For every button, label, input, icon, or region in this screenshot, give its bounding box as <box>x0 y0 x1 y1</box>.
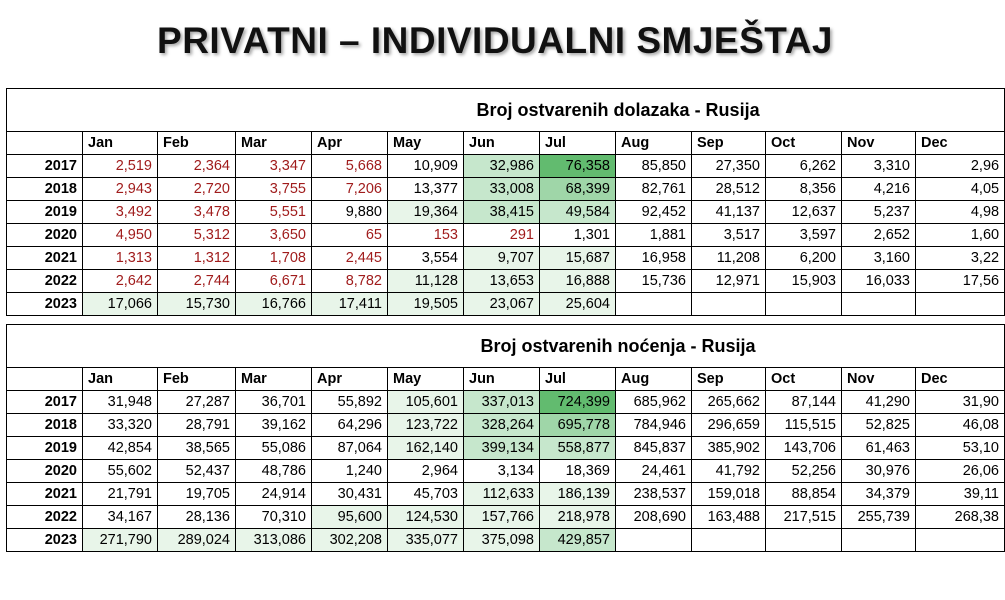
value-cell: 24,461 <box>616 460 692 483</box>
value-cell: 429,857 <box>540 529 616 552</box>
value-cell: 6,200 <box>766 247 842 270</box>
month-header-nov: Nov <box>842 132 916 155</box>
value-cell: 28,136 <box>158 506 236 529</box>
value-cell: 25,604 <box>540 293 616 316</box>
year-cell: 2020 <box>7 460 83 483</box>
month-header-aug: Aug <box>616 368 692 391</box>
value-cell: 208,690 <box>616 506 692 529</box>
year-cell: 2022 <box>7 270 83 293</box>
value-cell: 87,144 <box>766 391 842 414</box>
value-cell: 335,077 <box>388 529 464 552</box>
value-cell: 5,237 <box>842 201 916 224</box>
value-cell: 3,160 <box>842 247 916 270</box>
month-header-apr: Apr <box>312 132 388 155</box>
value-cell: 685,962 <box>616 391 692 414</box>
value-cell <box>692 293 766 316</box>
arrivals-month-header <box>7 132 1005 155</box>
value-cell <box>766 529 842 552</box>
value-cell: 38,415 <box>464 201 540 224</box>
year-cell: 2023 <box>7 293 83 316</box>
month-header-sep: Sep <box>692 132 766 155</box>
value-cell: 143,706 <box>766 437 842 460</box>
value-cell: 39,162 <box>236 414 312 437</box>
value-cell: 27,350 <box>692 155 766 178</box>
value-cell: 87,064 <box>312 437 388 460</box>
corner-cell <box>7 132 83 155</box>
table-row <box>7 391 1005 414</box>
value-cell: 55,086 <box>236 437 312 460</box>
value-cell: 291 <box>464 224 540 247</box>
arrivals-table-body <box>7 155 1005 316</box>
value-cell: 38,565 <box>158 437 236 460</box>
value-cell: 6,671 <box>236 270 312 293</box>
value-cell: 1,301 <box>540 224 616 247</box>
value-cell: 5,551 <box>236 201 312 224</box>
value-cell: 10,909 <box>388 155 464 178</box>
table-row <box>7 437 1005 460</box>
value-cell: 124,530 <box>388 506 464 529</box>
value-cell: 1,881 <box>616 224 692 247</box>
value-cell: 153 <box>388 224 464 247</box>
value-cell: 3,478 <box>158 201 236 224</box>
value-cell: 41,137 <box>692 201 766 224</box>
month-header-feb: Feb <box>158 368 236 391</box>
table-row <box>7 224 1005 247</box>
value-cell: 9,707 <box>464 247 540 270</box>
month-header-jun: Jun <box>464 132 540 155</box>
month-header-sep: Sep <box>692 368 766 391</box>
month-header-dec: Dec <box>916 132 1005 155</box>
value-cell: 16,766 <box>236 293 312 316</box>
value-cell: 302,208 <box>312 529 388 552</box>
arrivals-table-wrapper <box>6 88 1000 316</box>
value-cell: 48,786 <box>236 460 312 483</box>
value-cell: 2,445 <box>312 247 388 270</box>
value-cell: 7,206 <box>312 178 388 201</box>
table-row <box>7 178 1005 201</box>
month-header-may: May <box>388 132 464 155</box>
month-header-oct: Oct <box>766 132 842 155</box>
value-cell: 3,492 <box>83 201 158 224</box>
value-cell: 16,033 <box>842 270 916 293</box>
value-cell: 3,517 <box>692 224 766 247</box>
value-cell: 52,437 <box>158 460 236 483</box>
value-cell: 186,139 <box>540 483 616 506</box>
year-cell: 2018 <box>7 414 83 437</box>
value-cell: 61,463 <box>842 437 916 460</box>
value-cell: 238,537 <box>616 483 692 506</box>
nights-table-title: Broj ostvarenih noćenja - Rusija <box>7 325 1005 368</box>
value-cell: 217,515 <box>766 506 842 529</box>
value-cell: 3,650 <box>236 224 312 247</box>
value-cell: 4,950 <box>83 224 158 247</box>
value-cell: 5,668 <box>312 155 388 178</box>
value-cell: 24,914 <box>236 483 312 506</box>
value-cell: 399,134 <box>464 437 540 460</box>
month-header-jan: Jan <box>83 132 158 155</box>
value-cell: 52,256 <box>766 460 842 483</box>
value-cell: 6,262 <box>766 155 842 178</box>
arrivals-table-title: Broj ostvarenih dolazaka - Rusija <box>7 89 1005 132</box>
value-cell <box>616 293 692 316</box>
corner-cell <box>7 368 83 391</box>
month-header-feb: Feb <box>158 132 236 155</box>
value-cell: 695,778 <box>540 414 616 437</box>
month-header-aug: Aug <box>616 132 692 155</box>
value-cell: 64,296 <box>312 414 388 437</box>
value-cell: 115,515 <box>766 414 842 437</box>
value-cell: 2,364 <box>158 155 236 178</box>
table-row <box>7 460 1005 483</box>
value-cell: 15,687 <box>540 247 616 270</box>
month-header-jul: Jul <box>540 368 616 391</box>
month-header-mar: Mar <box>236 132 312 155</box>
year-cell: 2021 <box>7 247 83 270</box>
value-cell: 159,018 <box>692 483 766 506</box>
value-cell: 21,791 <box>83 483 158 506</box>
value-cell: 2,519 <box>83 155 158 178</box>
value-cell: 34,167 <box>83 506 158 529</box>
value-cell: 157,766 <box>464 506 540 529</box>
year-cell: 2019 <box>7 201 83 224</box>
value-cell: 105,601 <box>388 391 464 414</box>
value-cell: 65 <box>312 224 388 247</box>
value-cell: 52,825 <box>842 414 916 437</box>
value-cell: 2,642 <box>83 270 158 293</box>
value-cell: 15,903 <box>766 270 842 293</box>
value-cell <box>842 529 916 552</box>
table-row <box>7 483 1005 506</box>
month-header-jun: Jun <box>464 368 540 391</box>
value-cell: 4,05 <box>916 178 1005 201</box>
value-cell: 15,730 <box>158 293 236 316</box>
value-cell: 46,08 <box>916 414 1005 437</box>
value-cell: 41,792 <box>692 460 766 483</box>
value-cell: 385,902 <box>692 437 766 460</box>
value-cell: 162,140 <box>388 437 464 460</box>
value-cell <box>842 293 916 316</box>
value-cell: 845,837 <box>616 437 692 460</box>
value-cell: 268,38 <box>916 506 1005 529</box>
month-header-apr: Apr <box>312 368 388 391</box>
value-cell: 289,024 <box>158 529 236 552</box>
value-cell: 95,600 <box>312 506 388 529</box>
value-cell: 724,399 <box>540 391 616 414</box>
value-cell: 2,96 <box>916 155 1005 178</box>
value-cell: 2,652 <box>842 224 916 247</box>
table-row <box>7 247 1005 270</box>
value-cell: 32,986 <box>464 155 540 178</box>
month-header-oct: Oct <box>766 368 842 391</box>
year-cell: 2021 <box>7 483 83 506</box>
value-cell: 45,703 <box>388 483 464 506</box>
value-cell: 1,240 <box>312 460 388 483</box>
value-cell: 42,854 <box>83 437 158 460</box>
value-cell: 11,208 <box>692 247 766 270</box>
year-cell: 2023 <box>7 529 83 552</box>
value-cell: 255,739 <box>842 506 916 529</box>
month-header-jan: Jan <box>83 368 158 391</box>
value-cell: 3,347 <box>236 155 312 178</box>
value-cell: 30,976 <box>842 460 916 483</box>
value-cell: 34,379 <box>842 483 916 506</box>
value-cell: 11,128 <box>388 270 464 293</box>
nights-table-wrapper <box>6 324 999 552</box>
value-cell: 3,310 <box>842 155 916 178</box>
table-row <box>7 270 1005 293</box>
table-row <box>7 155 1005 178</box>
value-cell: 30,431 <box>312 483 388 506</box>
value-cell: 16,958 <box>616 247 692 270</box>
value-cell: 3,22 <box>916 247 1005 270</box>
value-cell <box>766 293 842 316</box>
value-cell: 92,452 <box>616 201 692 224</box>
nights-table-body <box>7 391 1005 552</box>
page-title: PRIVATNI – INDIVIDUALNI SMJEŠTAJ <box>157 20 833 61</box>
value-cell: 28,512 <box>692 178 766 201</box>
value-cell: 39,11 <box>916 483 1005 506</box>
value-cell: 49,584 <box>540 201 616 224</box>
value-cell: 1,313 <box>83 247 158 270</box>
value-cell: 784,946 <box>616 414 692 437</box>
value-cell: 3,134 <box>464 460 540 483</box>
value-cell: 123,722 <box>388 414 464 437</box>
value-cell: 27,287 <box>158 391 236 414</box>
table-row <box>7 506 1005 529</box>
value-cell: 3,554 <box>388 247 464 270</box>
value-cell: 12,971 <box>692 270 766 293</box>
value-cell: 163,488 <box>692 506 766 529</box>
arrivals-table <box>6 88 1005 316</box>
value-cell: 1,60 <box>916 224 1005 247</box>
value-cell: 1,312 <box>158 247 236 270</box>
value-cell: 296,659 <box>692 414 766 437</box>
value-cell: 33,008 <box>464 178 540 201</box>
value-cell: 31,948 <box>83 391 158 414</box>
value-cell: 19,364 <box>388 201 464 224</box>
value-cell: 13,377 <box>388 178 464 201</box>
value-cell: 558,877 <box>540 437 616 460</box>
value-cell: 8,782 <box>312 270 388 293</box>
value-cell: 271,790 <box>83 529 158 552</box>
value-cell: 16,888 <box>540 270 616 293</box>
value-cell: 265,662 <box>692 391 766 414</box>
value-cell <box>916 293 1005 316</box>
month-header-may: May <box>388 368 464 391</box>
value-cell: 28,791 <box>158 414 236 437</box>
value-cell: 3,755 <box>236 178 312 201</box>
value-cell: 36,701 <box>236 391 312 414</box>
month-header-jul: Jul <box>540 132 616 155</box>
table-row <box>7 201 1005 224</box>
value-cell: 5,312 <box>158 224 236 247</box>
value-cell: 19,505 <box>388 293 464 316</box>
value-cell: 26,06 <box>916 460 1005 483</box>
value-cell: 15,736 <box>616 270 692 293</box>
value-cell: 8,356 <box>766 178 842 201</box>
value-cell: 2,720 <box>158 178 236 201</box>
value-cell: 4,216 <box>842 178 916 201</box>
year-cell: 2019 <box>7 437 83 460</box>
value-cell: 9,880 <box>312 201 388 224</box>
value-cell <box>616 529 692 552</box>
value-cell: 17,066 <box>83 293 158 316</box>
value-cell: 218,978 <box>540 506 616 529</box>
value-cell <box>916 529 1005 552</box>
value-cell: 85,850 <box>616 155 692 178</box>
value-cell: 55,892 <box>312 391 388 414</box>
table-row <box>7 293 1005 316</box>
year-cell: 2018 <box>7 178 83 201</box>
value-cell: 33,320 <box>83 414 158 437</box>
value-cell: 328,264 <box>464 414 540 437</box>
value-cell: 82,761 <box>616 178 692 201</box>
value-cell: 41,290 <box>842 391 916 414</box>
year-cell: 2020 <box>7 224 83 247</box>
table-row <box>7 529 1005 552</box>
value-cell: 68,399 <box>540 178 616 201</box>
table-row <box>7 414 1005 437</box>
month-header-nov: Nov <box>842 368 916 391</box>
value-cell: 70,310 <box>236 506 312 529</box>
nights-month-header <box>7 368 1005 391</box>
month-header-dec: Dec <box>916 368 1005 391</box>
value-cell: 18,369 <box>540 460 616 483</box>
value-cell: 19,705 <box>158 483 236 506</box>
value-cell: 13,653 <box>464 270 540 293</box>
value-cell: 53,10 <box>916 437 1005 460</box>
value-cell: 88,854 <box>766 483 842 506</box>
value-cell: 17,56 <box>916 270 1005 293</box>
value-cell: 12,637 <box>766 201 842 224</box>
value-cell: 17,411 <box>312 293 388 316</box>
value-cell: 1,708 <box>236 247 312 270</box>
value-cell: 2,943 <box>83 178 158 201</box>
value-cell: 55,602 <box>83 460 158 483</box>
value-cell <box>692 529 766 552</box>
value-cell: 23,067 <box>464 293 540 316</box>
value-cell: 313,086 <box>236 529 312 552</box>
value-cell: 31,90 <box>916 391 1005 414</box>
value-cell: 337,013 <box>464 391 540 414</box>
value-cell: 112,633 <box>464 483 540 506</box>
value-cell: 375,098 <box>464 529 540 552</box>
year-cell: 2017 <box>7 155 83 178</box>
value-cell: 2,964 <box>388 460 464 483</box>
month-header-mar: Mar <box>236 368 312 391</box>
year-cell: 2017 <box>7 391 83 414</box>
value-cell: 4,98 <box>916 201 1005 224</box>
value-cell: 3,597 <box>766 224 842 247</box>
value-cell: 76,358 <box>540 155 616 178</box>
nights-table <box>6 324 1005 552</box>
year-cell: 2022 <box>7 506 83 529</box>
value-cell: 2,744 <box>158 270 236 293</box>
